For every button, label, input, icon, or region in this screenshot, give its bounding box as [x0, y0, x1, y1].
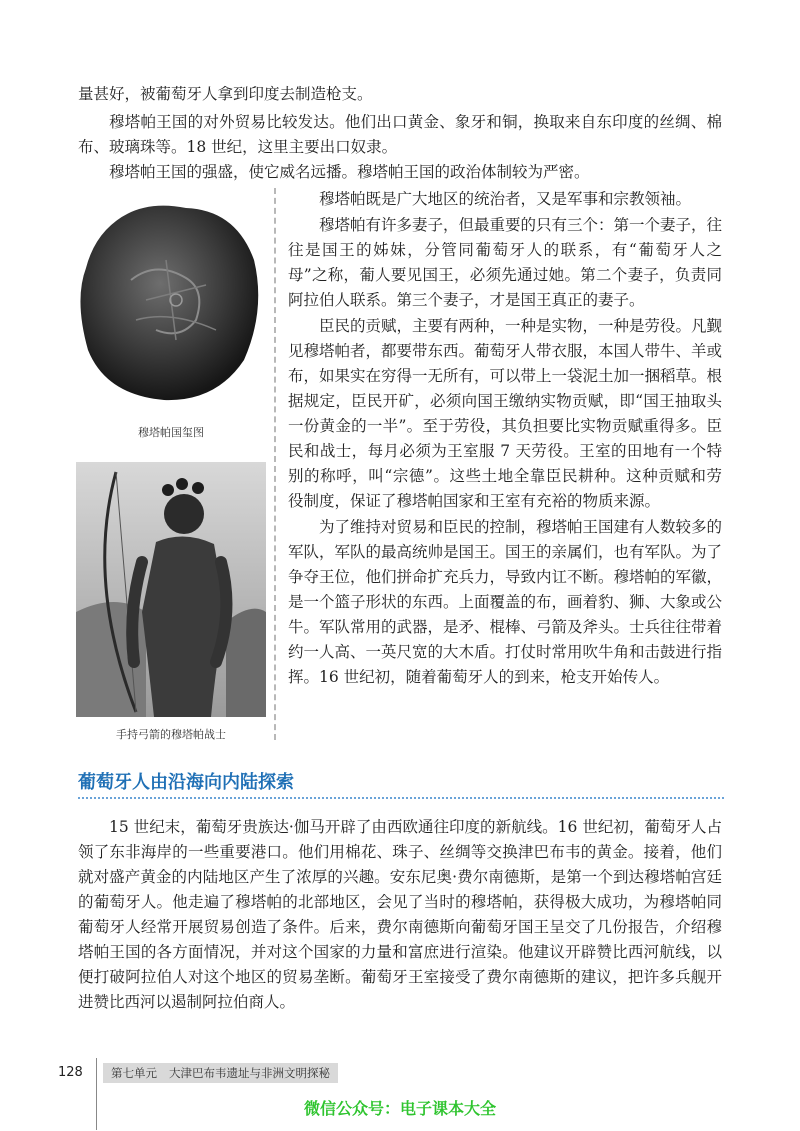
paragraph-wives: 穆塔帕有许多妻子，但最重要的只有三个：第一个妻子，往往是国王的姊妹，分管同葡萄牙人的联系，有“葡萄牙人之母”之称，葡人要见国王，必须先通过她。第二个妻子，负责同阿拉伯人联系。第三个妻子，才是国王真正的妻子。	[288, 216, 723, 309]
section-title-rule	[78, 797, 724, 799]
warrior-caption: 手持弓箭的穆塔帕战士	[116, 728, 226, 741]
page-number: 128	[58, 1065, 83, 1080]
watermark-text: 微信公众号：电子课本大全	[303, 1099, 496, 1118]
unit-label	[103, 1063, 338, 1083]
paragraph-exploration: 15 世纪末，葡萄牙贵族达·伽马开辟了由西欧通往印度的新航线。16 世纪初，葡萄牙人占领了东非海岸的一些重要港口。他们用棉花、珠子、丝绸等交换津巴布韦的黄金。接着，他们就对盛产黄金的内陆地区产生了浓厚的兴趣。安东尼奥·费尔南德斯，是第一个到达穆塔帕宫廷的葡萄牙人。他走遍了穆塔帕的北部地区，会见了当时的穆塔帕，获得极大成功，为穆塔帕同葡萄牙人经常开展贸易创造了条件。后来，费尔南德斯向葡萄牙国王呈交了几份报告，介绍穆塔帕王国的各方面情况，并对这个国家的力量和富庶进行渲染。他建议开辟赞比西河航线，以便打破阿拉伯人对这个地区的贸易垄断。葡萄牙王室接受了费尔南德斯的建议，把许多兵舰开进赞比西河以遏制阿拉伯商人。	[78, 818, 722, 1011]
mutapa-seal-image	[76, 190, 266, 410]
column-divider	[274, 188, 276, 740]
seal-caption: 穆塔帕国玺图	[138, 426, 204, 439]
paragraph-tribute: 臣民的贡赋，主要有两种，一种是实物，一种是劳役。凡觐见穆塔帕者，都要带东西。葡萄牙人带衣服，本国人带牛、羊或布，如果实在穷得一无所有，可以带上一袋泥土加一捆稻草。根据规定，臣民开矿，必须向国王缴纳实物贡赋，即“国王抽取头一份黄金的一半”。至于劳役，其负担要比实物贡赋重得多。臣民和战士，每月必须为王室服 7 天劳役。王室的田地有一个特别的称呼，叫“宗德”。这些土地全靠臣民耕种。这种贡赋和劳役制度，保证了穆塔帕国家和王室有充裕的物质来源。	[288, 317, 723, 510]
unit-title: 大津巴布韦遗址与非洲文明探秘	[169, 1066, 330, 1080]
paragraph-army: 为了维持对贸易和臣民的控制，穆塔帕王国建有人数较多的军队，军队的最高统帅是国王。国王的亲属们，也有军队。为了争夺王位，他们拼命扩充兵力，导致内讧不断。穆塔帕的军徽，是一个篮子形状的东西。上面覆盖的布，画着豹、狮、大象或公牛。军队常用的武器，是矛、棍棒、弓箭及斧头。士兵往往带着约一人高、一英尺宽的大木盾。打仗时常用吹牛角和击鼓进行指挥。16 世纪初，随着葡萄牙人的到来，枪支开始传人。	[288, 518, 723, 686]
mutapa-warrior-photo	[76, 462, 266, 717]
paragraph-continued: 量甚好，被葡萄牙人拿到印度去制造枪支。	[78, 85, 373, 103]
section-title: 葡萄牙人由沿海向内陆探索	[78, 772, 294, 793]
paragraph-ruler: 穆塔帕既是广大地区的统治者，又是军事和宗教领袖。	[319, 190, 692, 208]
paragraph-trade: 穆塔帕王国的对外贸易比较发达。他们出口黄金、象牙和铜，换取来自东印度的丝绸、棉布、玻璃珠等。18 世纪，这里主要出口奴隶。	[78, 113, 722, 156]
right-column-text	[288, 187, 722, 691]
footer-divider	[96, 1058, 97, 1130]
paragraph-politics: 穆塔帕王国的强盛，使它威名远播。穆塔帕王国的政治体制较为严密。	[109, 163, 590, 181]
unit-number: 第七单元	[111, 1066, 157, 1080]
